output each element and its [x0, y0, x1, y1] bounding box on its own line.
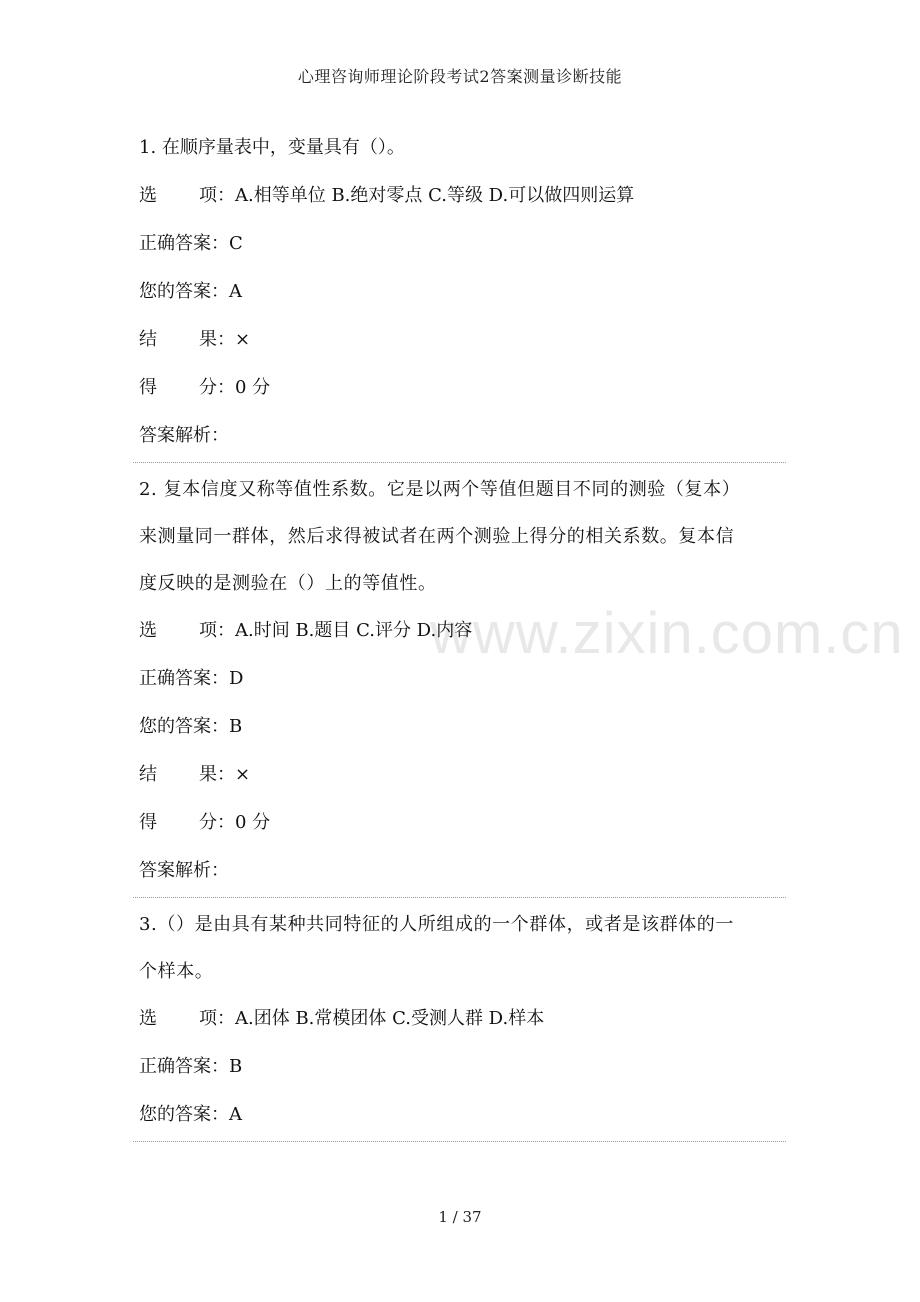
- score-value: 0 分: [235, 812, 271, 833]
- result-value: ×: [235, 764, 251, 785]
- your-answer-row: [139, 268, 786, 316]
- your-answer-row: [139, 703, 786, 751]
- options-row: [139, 607, 786, 655]
- score-label-b: 分：: [199, 812, 235, 833]
- divider: [133, 897, 786, 898]
- analysis-label: 答案解析：: [139, 425, 229, 446]
- analysis-row: [139, 412, 786, 460]
- divider: [133, 1141, 786, 1142]
- result-label-b: 果：: [199, 329, 235, 350]
- correct-answer-row: [139, 220, 786, 268]
- result-label-b: 果：: [199, 764, 235, 785]
- correct-answer-value: C: [229, 233, 243, 254]
- question-text-line: 来测量同一群体，然后求得被试者在两个测验上得分的相关系数。复本信: [139, 526, 735, 547]
- options-label-b: 项：: [199, 620, 235, 641]
- your-answer-value: B: [229, 716, 243, 737]
- question-2: [139, 466, 786, 895]
- document-body: [139, 124, 786, 1145]
- result-label-a: 结: [139, 764, 157, 785]
- correct-answer-row: [139, 655, 786, 703]
- question-text: 1. 在顺序量表中，变量具有（）。: [139, 137, 405, 158]
- score-label-b: 分：: [199, 377, 235, 398]
- score-label-a: 得: [139, 812, 157, 833]
- question-1: [139, 124, 786, 460]
- score-value: 0 分: [235, 377, 271, 398]
- watermark: www.zixin.com.cn: [430, 601, 904, 666]
- your-answer-row: [139, 1091, 786, 1139]
- result-label-a: 结: [139, 329, 157, 350]
- question-text: [139, 466, 786, 607]
- score-label-a: 得: [139, 377, 157, 398]
- options-row: [139, 995, 786, 1043]
- correct-answer-label: 正确答案：: [139, 668, 229, 689]
- options-label-a: 选: [139, 1008, 157, 1029]
- result-row: [139, 316, 786, 364]
- your-answer-label: 您的答案：: [139, 281, 229, 302]
- options-value: A.团体 B.常模团体 C.受测人群 D.样本: [235, 1008, 545, 1029]
- result-value: ×: [235, 329, 251, 350]
- correct-answer-label: 正确答案：: [139, 1056, 229, 1077]
- page-title: 心理咨询师理论阶段考试2答案测量诊断技能: [297, 67, 623, 86]
- question-text-line: 度反映的是测验在（）上的等值性。: [139, 573, 437, 594]
- question-text-line: 3.（）是由具有某种共同特征的人所组成的一个群体，或者是该群体的一: [139, 914, 734, 935]
- options-value: A.时间 B.题目 C.评分 D.内容: [235, 620, 473, 641]
- score-row: [139, 364, 786, 412]
- score-row: [139, 799, 786, 847]
- options-label-a: 选: [139, 620, 157, 641]
- question-3: [139, 901, 786, 1139]
- correct-answer-value: D: [229, 668, 244, 689]
- analysis-row: [139, 847, 786, 895]
- your-answer-label: 您的答案：: [139, 1104, 229, 1125]
- options-value: A.相等单位 B.绝对零点 C.等级 D.可以做四则运算: [235, 185, 635, 206]
- your-answer-label: 您的答案：: [139, 716, 229, 737]
- page-number: 1 / 37: [438, 1208, 482, 1226]
- analysis-label: 答案解析：: [139, 860, 229, 881]
- divider: [133, 462, 786, 463]
- question-text-line: 个样本。: [139, 961, 214, 982]
- result-row: [139, 751, 786, 799]
- question-text-line: 2. 复本信度又称等值性系数。它是以两个等值但题目不同的测验（复本）: [139, 479, 741, 500]
- question-text: [139, 901, 786, 995]
- options-label-a: 选: [139, 185, 157, 206]
- your-answer-value: A: [229, 1104, 242, 1125]
- your-answer-value: A: [229, 281, 242, 302]
- correct-answer-row: [139, 1043, 786, 1091]
- correct-answer-label: 正确答案：: [139, 233, 229, 254]
- options-row: [139, 172, 786, 220]
- correct-answer-value: B: [229, 1056, 243, 1077]
- options-label-b: 项：: [199, 1008, 235, 1029]
- options-label-b: 项：: [199, 185, 235, 206]
